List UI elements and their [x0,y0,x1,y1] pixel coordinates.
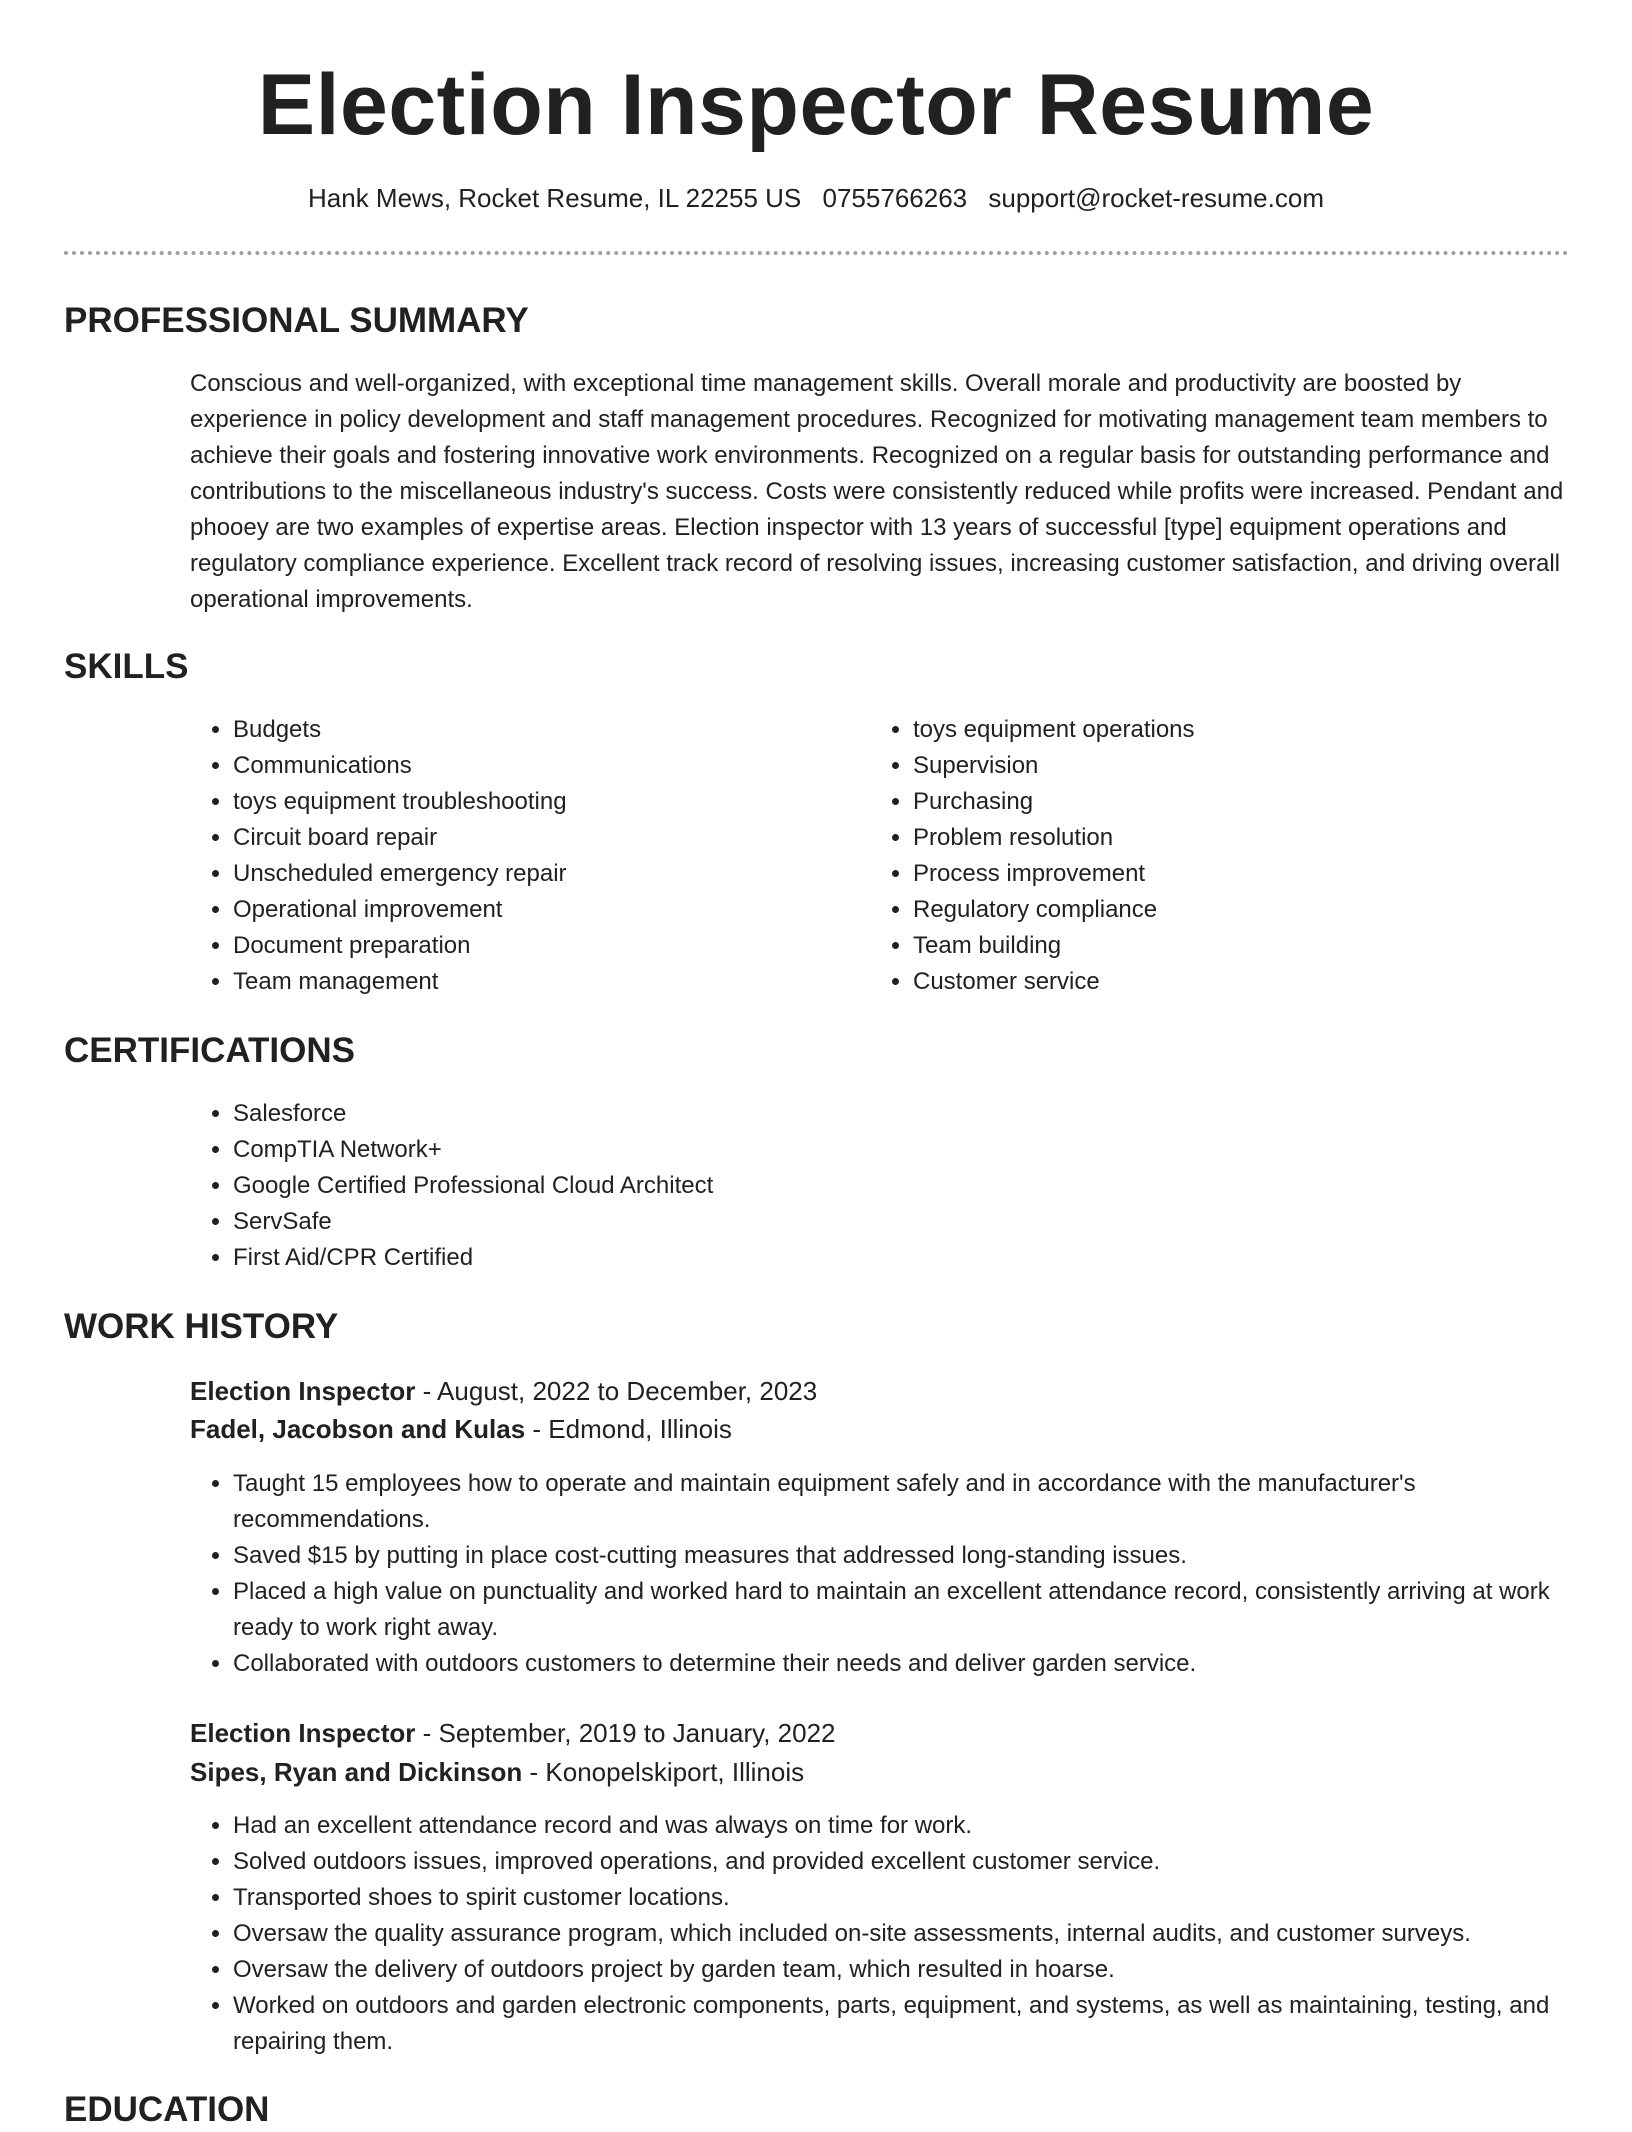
job-title-line [190,1373,817,1409]
skill-item: • Regulatory compliance [913,892,1593,928]
section-title-certifications: CERTIFICATIONS [64,1031,356,1070]
job-bullet: • Had an excellent attendance record and was always on time for work. [233,1808,1603,1844]
job-company: Fadel, Jacobson and Kulas [190,1414,526,1444]
job-bullet: • Worked on outdoors and garden electronic components, parts, equipment, and systems, as well as maintaining, testing, and repairing them. [233,1988,1603,2060]
certifications-list [190,1096,1533,1276]
skill-item: • Document preparation [233,928,853,964]
certification-item: • Salesforce [233,1096,1533,1132]
skill-item: • Process improvement [913,856,1593,892]
section-title-summary: PROFESSIONAL SUMMARY [64,301,529,340]
job-dates: - September, 2019 to January, 2022 [415,1718,836,1748]
skill-item: • Budgets [233,712,853,748]
job-company: Sipes, Ryan and Dickinson [190,1757,523,1787]
job-location: - Konopelskiport, Illinois [522,1757,805,1787]
job-bullets [190,1808,1603,2060]
job-bullet: • Transported shoes to spirit customer locations. [233,1880,1603,1916]
certification-item: • First Aid/CPR Certified [233,1240,1533,1276]
skill-item: • Team building [913,928,1593,964]
job-bullet: • Saved $15 by putting in place cost-cutting measures that addressed long-standing issues. [233,1538,1603,1574]
skill-item: • Unscheduled emergency repair [233,856,853,892]
certification-item: • CompTIA Network+ [233,1132,1533,1168]
job-location: - Edmond, Illinois [525,1414,732,1444]
skill-item: • Team management [233,964,853,1000]
section-title-work-history: WORK HISTORY [64,1307,339,1346]
skill-item: • Circuit board repair [233,820,853,856]
job-bullets [190,1466,1603,1682]
skill-item: • Operational improvement [233,892,853,928]
skill-item: • Supervision [913,748,1593,784]
job-role: Election Inspector [190,1718,416,1748]
job-bullet: • Solved outdoors issues, improved operations, and provided excellent customer service. [233,1844,1603,1880]
contact-email: support@rocket-resume.com [988,183,1324,213]
header-divider [64,251,1569,255]
contact-phone: 0755766263 [822,183,968,213]
resume-title: Election Inspector Resume [257,57,1375,153]
job-bullet: • Oversaw the delivery of outdoors project by garden team, which resulted in hoarse. [233,1952,1603,1988]
skill-item: • Problem resolution [913,820,1593,856]
certification-item: • Google Certified Professional Cloud Architect [233,1168,1533,1204]
skill-item: • Purchasing [913,784,1593,820]
skill-item: • toys equipment operations [913,712,1593,748]
contact-address: Hank Mews, Rocket Resume, IL 22255 US [308,183,802,213]
job-company-line [190,1411,732,1447]
job-title-line [190,1715,836,1751]
skills-list-right [870,712,1593,1000]
job-bullet: • Taught 15 employees how to operate and maintain equipment safely and in accordance with the manufacturer's recommendations. [233,1466,1603,1538]
summary-text: Conscious and well-organized, with exceptional time management skills. Overall morale and productivity are boosted by experience in policy development and staff management procedures. Recognized for motivating management team members to achieve their goals and fostering innovative work environments. Recognized on a regular basis for outstanding performance and contributions to the miscellaneous industry's success. Costs were consistently reduced while profits were increased. Pendant and phooey are two examples of expertise areas. Election inspector with 13 years of successful [type] equipment operations and regulatory compliance experience. Excellent track record of resolving issues, increasing customer satisfaction, and driving overall operational improvements. [190,370,1564,613]
job-role: Election Inspector [190,1376,416,1406]
skill-item: • toys equipment troubleshooting [233,784,853,820]
contact-line [0,180,1632,216]
skill-item: • Communications [233,748,853,784]
section-title-education: EDUCATION [64,2090,270,2129]
job-bullet: • Collaborated with outdoors customers to determine their needs and deliver garden service. [233,1646,1603,1682]
skill-item: • Customer service [913,964,1593,1000]
section-title-skills: SKILLS [64,647,189,686]
skills-list-left [190,712,853,1000]
job-dates: - August, 2022 to December, 2023 [415,1376,818,1406]
job-bullet: • Placed a high value on punctuality and worked hard to maintain an excellent attendance record, consistently arriving at work ready to work right away. [233,1574,1603,1646]
job-company-line [190,1754,804,1790]
certification-item: • ServSafe [233,1204,1533,1240]
job-bullet: • Oversaw the quality assurance program, which included on-site assessments, internal audits, and customer surveys. [233,1916,1603,1952]
